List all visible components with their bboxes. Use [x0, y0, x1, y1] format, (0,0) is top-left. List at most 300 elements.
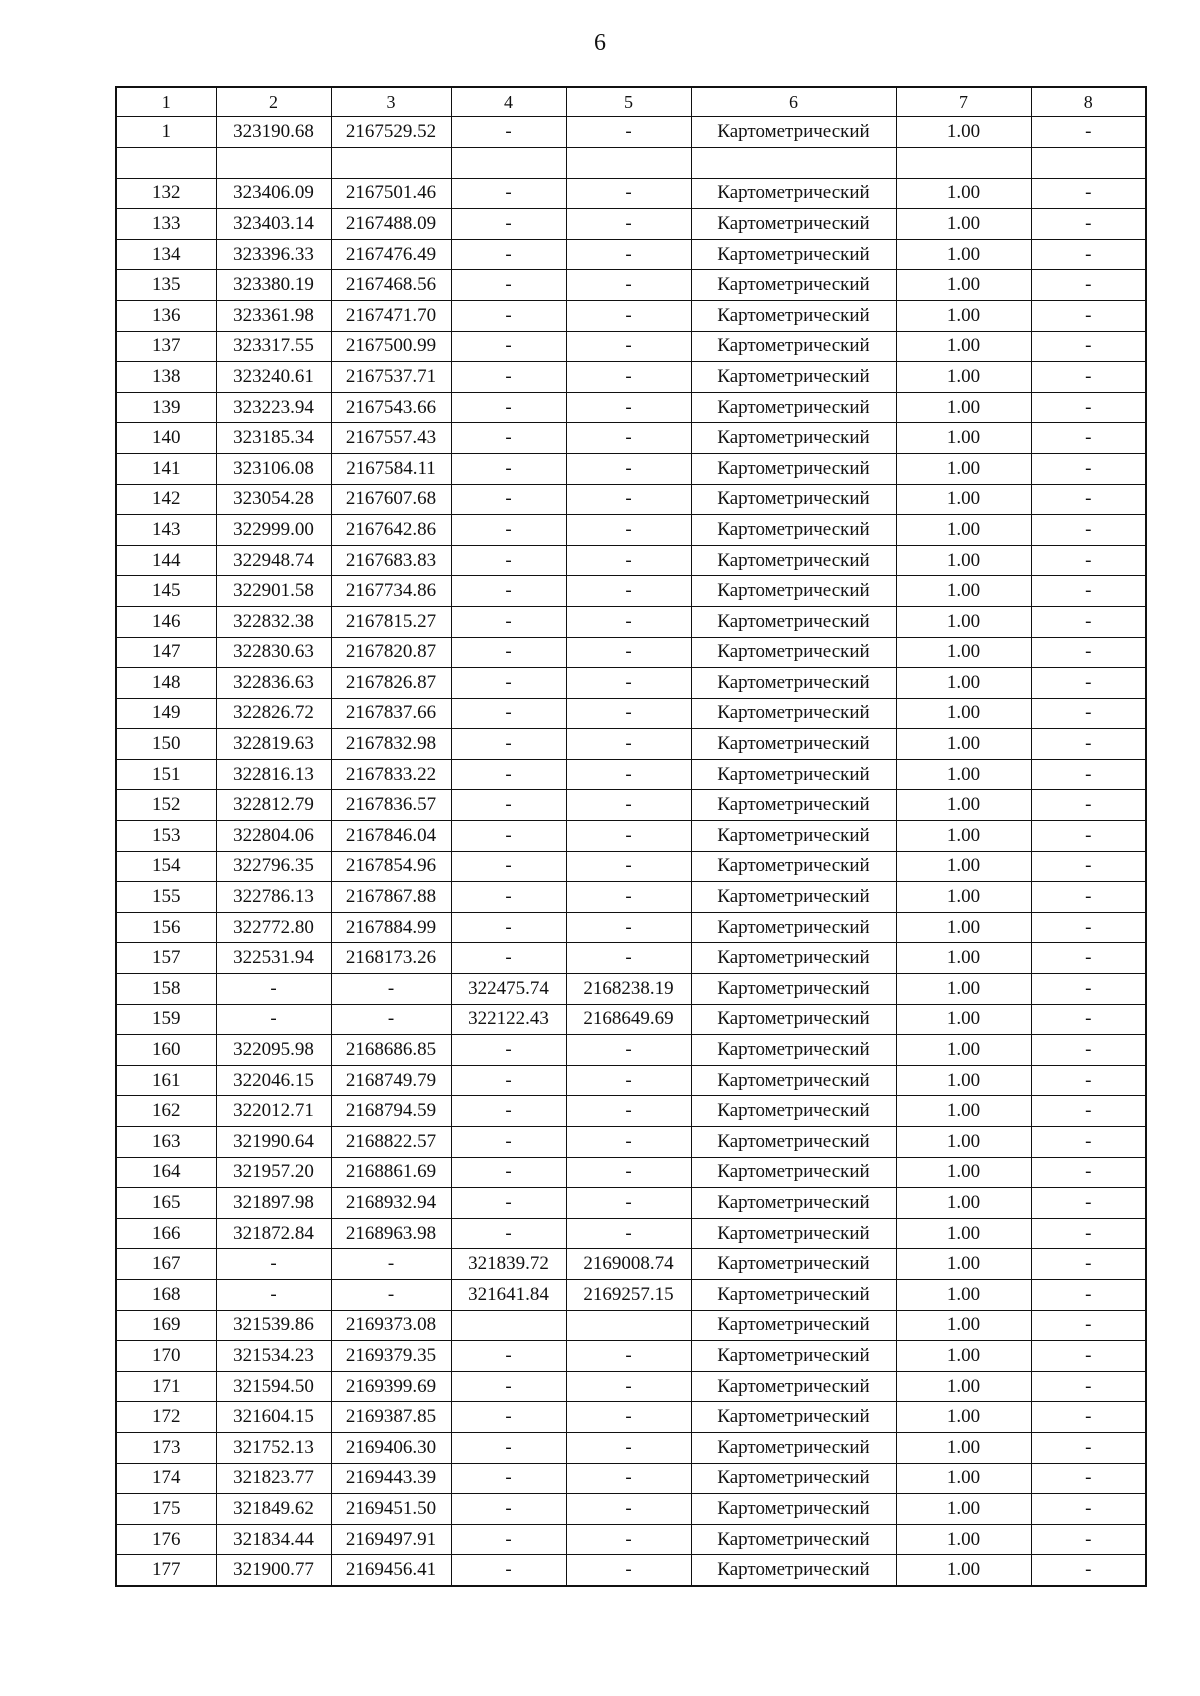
table-cell-col-8: [1031, 147, 1146, 178]
table-cell-col-5: -: [566, 1402, 691, 1433]
table-cell-col-7: 1.00: [896, 362, 1031, 393]
table-cell-col-1: 138: [116, 362, 216, 393]
table-cell-col-8: -: [1031, 453, 1146, 484]
table-cell-col-3: 2169451.50: [331, 1494, 451, 1525]
table-row: [116, 545, 1146, 576]
table-row: [116, 1218, 1146, 1249]
table-cell-col-3: 2167476.49: [331, 239, 451, 270]
table-cell-col-4: -: [451, 1524, 566, 1555]
table-cell-col-7: 1.00: [896, 943, 1031, 974]
table-cell-col-8: -: [1031, 423, 1146, 454]
table-cell-col-1: 160: [116, 1035, 216, 1066]
table-cell-col-2: 322786.13: [216, 882, 331, 913]
table-cell-col-2: 323406.09: [216, 178, 331, 209]
table-cell-col-8: -: [1031, 1371, 1146, 1402]
table-cell-col-6: Картометрический: [691, 974, 896, 1005]
table-cell-col-6: Картометрический: [691, 1432, 896, 1463]
table-cell-col-6: Картометрический: [691, 1555, 896, 1586]
table-cell-col-8: -: [1031, 1249, 1146, 1280]
table-cell-col-2: 321990.64: [216, 1127, 331, 1158]
table-cell-col-6: Картометрический: [691, 178, 896, 209]
table-cell-col-8: -: [1031, 117, 1146, 148]
table-cell-col-2: -: [216, 1249, 331, 1280]
table-cell-col-1: 152: [116, 790, 216, 821]
table-cell-col-2: [216, 147, 331, 178]
table-cell-col-7: 1.00: [896, 178, 1031, 209]
table-cell-col-3: 2167537.71: [331, 362, 451, 393]
table-cell-col-8: -: [1031, 606, 1146, 637]
table-cell-col-5: -: [566, 1157, 691, 1188]
table-row: [116, 178, 1146, 209]
table-cell-col-3: -: [331, 974, 451, 1005]
table-cell-col-6: Картометрический: [691, 1127, 896, 1158]
table-cell-col-4: -: [451, 943, 566, 974]
table-cell-col-1: 164: [116, 1157, 216, 1188]
table-cell-col-4: -: [451, 1463, 566, 1494]
header-row: [116, 87, 1146, 117]
table-row: [116, 515, 1146, 546]
table-cell-col-1: 140: [116, 423, 216, 454]
coordinates-table: [115, 86, 1147, 1587]
table-row: [116, 1371, 1146, 1402]
table-cell-col-4: -: [451, 637, 566, 668]
table-cell-col-5: -: [566, 331, 691, 362]
table-cell-col-4: -: [451, 515, 566, 546]
table-cell-col-1: 1: [116, 117, 216, 148]
table-cell-col-2: 323185.34: [216, 423, 331, 454]
table-cell-col-7: 1.00: [896, 606, 1031, 637]
table-row: [116, 1065, 1146, 1096]
table-cell-col-6: Картометрический: [691, 759, 896, 790]
table-cell-col-8: -: [1031, 362, 1146, 393]
table-cell-col-5: -: [566, 178, 691, 209]
table-cell-col-3: 2168861.69: [331, 1157, 451, 1188]
table-cell-col-5: -: [566, 698, 691, 729]
table-cell-col-6: Картометрический: [691, 515, 896, 546]
table-cell-col-8: -: [1031, 1035, 1146, 1066]
table-cell-col-8: -: [1031, 943, 1146, 974]
table-cell-col-1: 136: [116, 300, 216, 331]
table-cell-col-1: 144: [116, 545, 216, 576]
table-cell-col-5: -: [566, 1035, 691, 1066]
table-cell-col-7: 1.00: [896, 851, 1031, 882]
table-row: [116, 239, 1146, 270]
table-cell-col-6: Картометрический: [691, 1524, 896, 1555]
table-cell-col-5: -: [566, 606, 691, 637]
table-cell-col-6: Картометрический: [691, 239, 896, 270]
table-cell-col-2: 322832.38: [216, 606, 331, 637]
table-cell-col-2: 323403.14: [216, 209, 331, 240]
table-row: [116, 882, 1146, 913]
table-row: [116, 1432, 1146, 1463]
table-cell-col-1: 146: [116, 606, 216, 637]
table-cell-col-2: 321900.77: [216, 1555, 331, 1586]
table-cell-col-7: 1.00: [896, 1432, 1031, 1463]
table-cell-col-1: 135: [116, 270, 216, 301]
table-cell-col-4: [451, 1310, 566, 1341]
table-cell-col-8: -: [1031, 729, 1146, 760]
table-cell-col-2: 321834.44: [216, 1524, 331, 1555]
table-cell-col-7: 1.00: [896, 1096, 1031, 1127]
table-cell-col-2: 323317.55: [216, 331, 331, 362]
table-cell-col-4: -: [451, 1494, 566, 1525]
table-cell-col-8: -: [1031, 300, 1146, 331]
table-cell-col-5: -: [566, 790, 691, 821]
table-cell-col-5: -: [566, 576, 691, 607]
table-cell-col-1: 153: [116, 821, 216, 852]
table-cell-col-2: 322531.94: [216, 943, 331, 974]
table-cell-col-2: 322901.58: [216, 576, 331, 607]
table-cell-col-7: 1.00: [896, 270, 1031, 301]
table-cell-col-1: 137: [116, 331, 216, 362]
table-cell-col-4: -: [451, 1218, 566, 1249]
table-cell-col-7: 1.00: [896, 1402, 1031, 1433]
table-cell-col-2: 321823.77: [216, 1463, 331, 1494]
table-cell-col-7: 1.00: [896, 1188, 1031, 1219]
table-cell-col-7: 1.00: [896, 1279, 1031, 1310]
table-cell-col-5: -: [566, 1188, 691, 1219]
table-cell-col-4: -: [451, 1035, 566, 1066]
table-cell-col-7: 1.00: [896, 974, 1031, 1005]
table-cell-col-7: 1.00: [896, 300, 1031, 331]
table-cell-col-8: -: [1031, 270, 1146, 301]
table-cell-col-3: -: [331, 1004, 451, 1035]
table-cell-col-4: -: [451, 576, 566, 607]
table-cell-col-7: 1.00: [896, 117, 1031, 148]
table-cell-col-6: Картометрический: [691, 1218, 896, 1249]
table-cell-col-4: -: [451, 1157, 566, 1188]
table-cell-col-4: 322122.43: [451, 1004, 566, 1035]
table-cell-col-5: -: [566, 729, 691, 760]
table-row: [116, 300, 1146, 331]
table-cell-col-7: 1.00: [896, 729, 1031, 760]
table-cell-col-6: Картометрический: [691, 821, 896, 852]
table-cell-col-4: -: [451, 392, 566, 423]
table-cell-col-1: 163: [116, 1127, 216, 1158]
table-cell-col-2: 321872.84: [216, 1218, 331, 1249]
table-cell-col-1: 158: [116, 974, 216, 1005]
table-cell-col-5: -: [566, 239, 691, 270]
table-cell-col-7: 1.00: [896, 821, 1031, 852]
table-cell-col-7: 1.00: [896, 637, 1031, 668]
table-cell-col-7: 1.00: [896, 1494, 1031, 1525]
table-cell-col-2: 323361.98: [216, 300, 331, 331]
table-row: [116, 974, 1146, 1005]
table-cell-col-7: 1.00: [896, 1065, 1031, 1096]
table-cell-col-5: -: [566, 943, 691, 974]
table-cell-col-2: 321849.62: [216, 1494, 331, 1525]
table-cell-col-6: Картометрический: [691, 882, 896, 913]
table-cell-col-5: 2169257.15: [566, 1279, 691, 1310]
table-cell-col-5: -: [566, 515, 691, 546]
table-cell-col-5: -: [566, 668, 691, 699]
table-row: [116, 1341, 1146, 1372]
table-cell-col-5: -: [566, 300, 691, 331]
table-cell-col-5: -: [566, 1218, 691, 1249]
table-row: [116, 1004, 1146, 1035]
table-cell-col-1: 171: [116, 1371, 216, 1402]
table-cell-col-6: Картометрический: [691, 423, 896, 454]
table-cell-col-7: 1.00: [896, 882, 1031, 913]
table-row: [116, 1188, 1146, 1219]
table-cell-col-8: -: [1031, 1494, 1146, 1525]
table-cell-col-6: Картометрический: [691, 1371, 896, 1402]
table-row: [116, 392, 1146, 423]
table-cell-col-4: -: [451, 1555, 566, 1586]
table-row: [116, 1463, 1146, 1494]
table-cell-col-3: 2168822.57: [331, 1127, 451, 1158]
table-row: [116, 423, 1146, 454]
table-row: [116, 1524, 1146, 1555]
table-cell-col-2: 323106.08: [216, 453, 331, 484]
table-row: [116, 1127, 1146, 1158]
table-cell-col-6: [691, 147, 896, 178]
table-cell-col-3: 2167529.52: [331, 117, 451, 148]
table-cell-col-7: 1.00: [896, 790, 1031, 821]
table-cell-col-1: 132: [116, 178, 216, 209]
table-cell-col-3: 2167734.86: [331, 576, 451, 607]
table-cell-col-1: 156: [116, 912, 216, 943]
table-cell-col-3: 2167543.66: [331, 392, 451, 423]
table-cell-col-2: 321752.13: [216, 1432, 331, 1463]
table-cell-col-4: -: [451, 1096, 566, 1127]
table-row: [116, 1249, 1146, 1280]
table-cell-col-1: 154: [116, 851, 216, 882]
column-header-1: 1: [116, 87, 216, 117]
table-cell-col-3: 2167607.68: [331, 484, 451, 515]
table-cell-col-2: 323240.61: [216, 362, 331, 393]
table-row: [116, 453, 1146, 484]
table-cell-col-5: -: [566, 1371, 691, 1402]
table-cell-col-3: 2167642.86: [331, 515, 451, 546]
table-cell-col-8: -: [1031, 1065, 1146, 1096]
table-cell-col-7: 1.00: [896, 1218, 1031, 1249]
table-cell-col-8: -: [1031, 1402, 1146, 1433]
table-cell-col-3: 2168686.85: [331, 1035, 451, 1066]
table-cell-col-4: -: [451, 729, 566, 760]
table-cell-col-2: 322046.15: [216, 1065, 331, 1096]
table-cell-col-6: Картометрический: [691, 484, 896, 515]
table-cell-col-4: -: [451, 453, 566, 484]
table-cell-col-8: -: [1031, 1218, 1146, 1249]
column-header-4: 4: [451, 87, 566, 117]
table-cell-col-3: 2167832.98: [331, 729, 451, 760]
table-cell-col-8: -: [1031, 790, 1146, 821]
table-cell-col-3: 2169497.91: [331, 1524, 451, 1555]
table-cell-col-7: 1.00: [896, 545, 1031, 576]
table-cell-col-5: -: [566, 851, 691, 882]
table-cell-col-1: 175: [116, 1494, 216, 1525]
table-cell-col-5: -: [566, 1065, 691, 1096]
table-cell-col-5: -: [566, 637, 691, 668]
table-cell-col-7: 1.00: [896, 576, 1031, 607]
table-cell-col-5: -: [566, 423, 691, 454]
table-cell-col-8: -: [1031, 1188, 1146, 1219]
table-cell-col-8: -: [1031, 1096, 1146, 1127]
table-cell-col-5: -: [566, 1463, 691, 1494]
table-cell-col-4: -: [451, 1341, 566, 1372]
table-cell-col-8: -: [1031, 698, 1146, 729]
table-cell-col-2: 322999.00: [216, 515, 331, 546]
table-row: [116, 698, 1146, 729]
table-cell-col-7: 1.00: [896, 209, 1031, 240]
table-cell-col-7: 1.00: [896, 668, 1031, 699]
table-cell-col-7: 1.00: [896, 698, 1031, 729]
table-cell-col-3: 2167826.87: [331, 668, 451, 699]
table-cell-col-8: -: [1031, 209, 1146, 240]
table-cell-col-4: -: [451, 362, 566, 393]
table-row: [116, 1096, 1146, 1127]
table-cell-col-2: 322812.79: [216, 790, 331, 821]
table-cell-col-6: Картометрический: [691, 851, 896, 882]
table-cell-col-4: -: [451, 239, 566, 270]
table-row: [116, 1279, 1146, 1310]
table-cell-col-1: 155: [116, 882, 216, 913]
table-row: [116, 1402, 1146, 1433]
table-cell-col-6: Картометрический: [691, 1310, 896, 1341]
table-cell-col-8: -: [1031, 1555, 1146, 1586]
table-cell-col-7: 1.00: [896, 331, 1031, 362]
table-cell-col-1: 173: [116, 1432, 216, 1463]
table-cell-col-3: 2168173.26: [331, 943, 451, 974]
table-row: [116, 729, 1146, 760]
table-cell-col-5: 2168649.69: [566, 1004, 691, 1035]
table-cell-col-2: -: [216, 974, 331, 1005]
table-row: [116, 117, 1146, 148]
table-cell-col-4: -: [451, 698, 566, 729]
table-cell-col-4: -: [451, 1188, 566, 1219]
table-cell-col-1: 139: [116, 392, 216, 423]
table-cell-col-6: Картометрический: [691, 943, 896, 974]
table-cell-col-3: 2169406.30: [331, 1432, 451, 1463]
table-cell-col-6: Картометрический: [691, 1463, 896, 1494]
table-cell-col-3: 2167471.70: [331, 300, 451, 331]
table-row: [116, 331, 1146, 362]
table-cell-col-1: 159: [116, 1004, 216, 1035]
table-cell-col-1: 151: [116, 759, 216, 790]
table-cell-col-7: 1.00: [896, 1341, 1031, 1372]
table-row: [116, 1555, 1146, 1586]
table-cell-col-3: 2167584.11: [331, 453, 451, 484]
table-row: [116, 790, 1146, 821]
table-cell-col-3: 2167683.83: [331, 545, 451, 576]
table-cell-col-1: 142: [116, 484, 216, 515]
table-cell-col-3: 2167833.22: [331, 759, 451, 790]
table-cell-col-6: Картометрический: [691, 1096, 896, 1127]
table-cell-col-4: -: [451, 912, 566, 943]
table-cell-col-5: -: [566, 1524, 691, 1555]
table-cell-col-2: 322772.80: [216, 912, 331, 943]
table-body: [116, 117, 1146, 1586]
table-cell-col-1: 176: [116, 1524, 216, 1555]
table-row: [116, 821, 1146, 852]
table-cell-col-8: -: [1031, 882, 1146, 913]
table-cell-col-5: -: [566, 453, 691, 484]
table-cell-col-2: 322804.06: [216, 821, 331, 852]
column-header-7: 7: [896, 87, 1031, 117]
table-cell-col-7: 1.00: [896, 1249, 1031, 1280]
table-cell-col-4: -: [451, 1402, 566, 1433]
table-cell-col-4: -: [451, 117, 566, 148]
table-row: [116, 851, 1146, 882]
table-cell-col-5: -: [566, 392, 691, 423]
table-cell-col-2: 322012.71: [216, 1096, 331, 1127]
column-header-3: 3: [331, 87, 451, 117]
table-cell-col-8: -: [1031, 1157, 1146, 1188]
table-cell-col-5: -: [566, 484, 691, 515]
table-cell-col-1: 148: [116, 668, 216, 699]
table-cell-col-2: 323396.33: [216, 239, 331, 270]
table-cell-col-2: 323190.68: [216, 117, 331, 148]
table-cell-col-1: 177: [116, 1555, 216, 1586]
table-cell-col-5: -: [566, 270, 691, 301]
table-cell-col-2: 323223.94: [216, 392, 331, 423]
table-cell-col-6: Картометрический: [691, 1035, 896, 1066]
table-cell-col-7: 1.00: [896, 912, 1031, 943]
table-cell-col-8: -: [1031, 974, 1146, 1005]
table-cell-col-4: -: [451, 300, 566, 331]
table-cell-col-3: 2167468.56: [331, 270, 451, 301]
table-cell-col-4: -: [451, 759, 566, 790]
table-cell-col-4: -: [451, 882, 566, 913]
table-cell-col-8: -: [1031, 637, 1146, 668]
table-row: [116, 1035, 1146, 1066]
table-cell-col-7: 1.00: [896, 392, 1031, 423]
table-cell-col-7: 1.00: [896, 1157, 1031, 1188]
table-cell-col-4: -: [451, 1065, 566, 1096]
table-cell-col-5: -: [566, 821, 691, 852]
table-cell-col-4: -: [451, 1432, 566, 1463]
table-cell-col-1: 165: [116, 1188, 216, 1219]
table-cell-col-3: 2167846.04: [331, 821, 451, 852]
table-cell-col-7: 1.00: [896, 515, 1031, 546]
table-cell-col-7: 1.00: [896, 1004, 1031, 1035]
table-cell-col-6: Картометрический: [691, 545, 896, 576]
table-cell-col-8: -: [1031, 1310, 1146, 1341]
table-cell-col-5: [566, 147, 691, 178]
table-cell-col-6: Картометрический: [691, 392, 896, 423]
table-cell-col-6: Картометрический: [691, 1494, 896, 1525]
table-cell-col-3: [331, 147, 451, 178]
table-cell-col-1: [116, 147, 216, 178]
table-cell-col-3: 2169387.85: [331, 1402, 451, 1433]
table-cell-col-6: Картометрический: [691, 270, 896, 301]
table-cell-col-8: -: [1031, 515, 1146, 546]
table-cell-col-2: 322836.63: [216, 668, 331, 699]
table-cell-col-1: 169: [116, 1310, 216, 1341]
table-cell-col-3: 2167488.09: [331, 209, 451, 240]
table-cell-col-7: 1.00: [896, 423, 1031, 454]
table-cell-col-6: Картометрический: [691, 117, 896, 148]
table-cell-col-8: -: [1031, 545, 1146, 576]
table-cell-col-3: 2167854.96: [331, 851, 451, 882]
column-header-8: 8: [1031, 87, 1146, 117]
table-cell-col-3: 2167820.87: [331, 637, 451, 668]
table-cell-col-4: -: [451, 484, 566, 515]
table-cell-col-8: -: [1031, 759, 1146, 790]
table-cell-col-4: -: [451, 178, 566, 209]
table-row: [116, 912, 1146, 943]
table-cell-col-6: Картометрический: [691, 637, 896, 668]
table-cell-col-8: -: [1031, 1004, 1146, 1035]
table-cell-col-8: -: [1031, 1432, 1146, 1463]
table-cell-col-4: -: [451, 1127, 566, 1158]
table-cell-col-1: 170: [116, 1341, 216, 1372]
table-cell-col-4: -: [451, 790, 566, 821]
table-cell-col-6: Картометрический: [691, 729, 896, 760]
table-cell-col-2: 322796.35: [216, 851, 331, 882]
table-cell-col-6: Картометрический: [691, 1249, 896, 1280]
